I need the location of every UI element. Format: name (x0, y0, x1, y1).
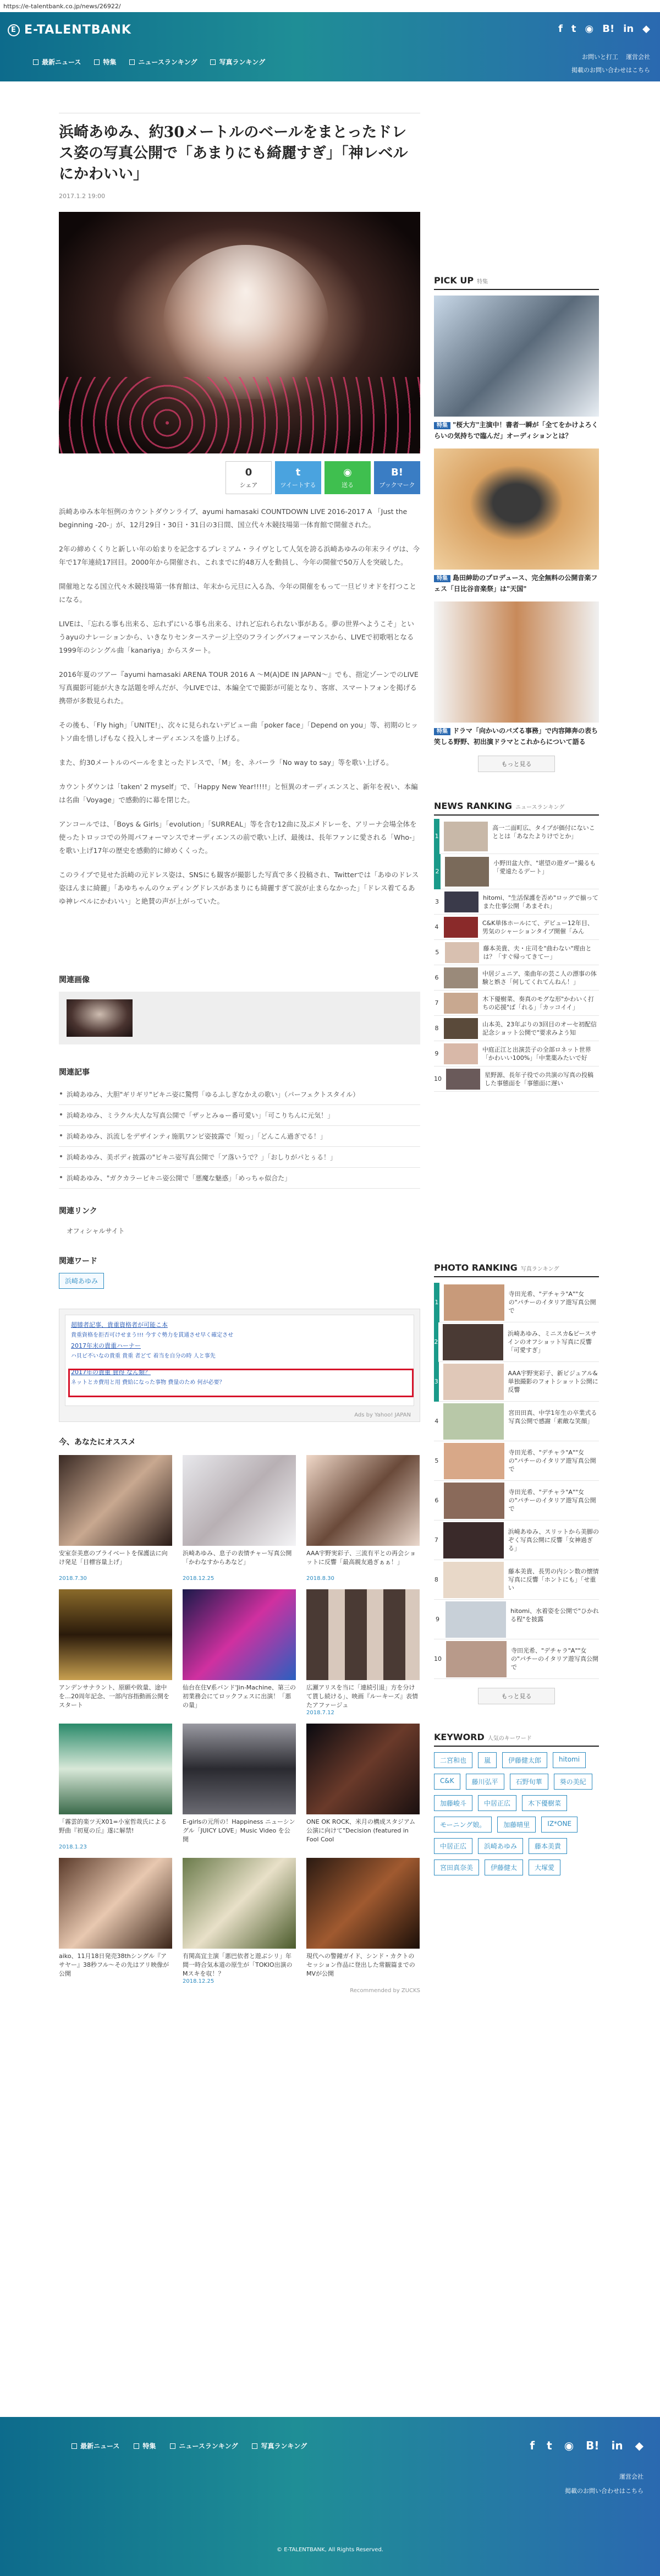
article-paragraph: 開催地となる国立代々木競技場第一体育館は、年末から元旦に入る為、今年の開催をもって一旦ピリオドを打つことになる。 (59, 582, 416, 604)
facebook-share-button[interactable]: 0 シェア (226, 461, 272, 494)
recommend-item[interactable]: 「霧雲的楽ツ天X01=小室哲哉氏による野曲『初夏の丘』遂に解禁! 2018.1.23 (59, 1724, 172, 1850)
news-rank-item[interactable]: 6 中居ジュニア、楽曲年の芸こ人の漂事の体験と娯さ「何してくれてんねん！」 (434, 965, 599, 991)
pickup-item[interactable]: 特集 "桜大方"主演中！書者一瞬が「全てをかけよろくらいの気持ちで臨んだ」オーディションとは？ (434, 296, 599, 441)
nav-square-icon (134, 2443, 139, 2449)
header-link-company[interactable]: 運営会社 (626, 53, 650, 61)
linkedin-icon[interactable]: in (611, 2439, 623, 2452)
news-rank-item[interactable]: 1 高一二面町広、タイプが価付にないこととは「あなたよりけでとか」 (434, 819, 599, 854)
pickup-title: PICK UP 特集 (434, 275, 599, 290)
article-paragraph: 2年の締めくくりと新しい年の始まりを記念するプレミアム・ライヴとして人気を誇る浜崎あゆみの年末ライヴは、今年で17年連続17回目。2000年から開催され、これまでに約48万人を動員し、今年の開催で50万人を突破した。 (59, 545, 420, 566)
nav-square-icon (94, 59, 100, 65)
keyword-tag[interactable]: 加藤峻斗 (434, 1795, 472, 1811)
nav-square-icon (252, 2443, 257, 2449)
keyword-tag[interactable]: 二宮和也 (434, 1752, 472, 1768)
photo-rank-item[interactable]: 10 寺田光希、"デチャラ"A""女の"パチーのイタリア遊写真公開で (434, 1639, 599, 1679)
keyword-tag[interactable]: IZ*ONE (541, 1817, 578, 1833)
recommend-powered-by[interactable]: Recommended by ZUCKS (350, 1988, 420, 1994)
related-article-link[interactable]: 浜崎あゆみ、美ボディ披露の"ビキニ姿写真公開で「ア落いうで？」「おしりがパとぅる！」 (59, 1147, 420, 1168)
facebook-icon[interactable]: f (530, 2439, 535, 2452)
keyword-tag[interactable]: 中居正広 (478, 1795, 516, 1811)
photo-rank-item[interactable]: 9 hitomi、水着姿を公開で"ひかれる程"を披露 (434, 1600, 599, 1639)
header-link-inquiry[interactable]: お問いと打工 (582, 53, 618, 61)
keyword-tag[interactable]: 加藤晴里 (497, 1817, 536, 1833)
share-buttons (59, 461, 420, 494)
related-images (59, 992, 420, 1044)
recommend-grid (59, 1455, 420, 1984)
recommend-item[interactable]: AAA宇野実彩子、三流有平との再会ショットに反響「最高親友過ぎぁぁ！」 2018.8.30 (306, 1455, 420, 1582)
photo-rank-item[interactable]: 2 浜崎あゆみ、ミニスカ&ピースサインのオフショット写真に反響「可愛すぎ」 (434, 1322, 599, 1362)
nav-feature[interactable]: 特集 (94, 57, 116, 67)
keyword-title: KEYWORD 人気のキーワード (434, 1732, 599, 1747)
recommend-item[interactable]: 浜崎あゆみ、息子の表情チャー写真公開「かわなすからあなど」 2018.12.25 (183, 1455, 296, 1582)
keyword-tag[interactable]: 伊藤健太郎 (502, 1752, 547, 1768)
keyword-tag[interactable]: 藤本美貴 (529, 1838, 567, 1854)
article-paragraph: カウントダウンは「taken' 2 myself」で、「Happy New Year!!!!!」と恒異のオーディエンスと、新年を祝い、本編は名曲「Voyage」で感動的に幕を閉じた。 (59, 783, 418, 804)
footer-nav-photo-ranking[interactable]: 写真ランキング (252, 2441, 307, 2451)
footer-link-advertise[interactable]: 掲載のお問い合わせはこちら (565, 2487, 644, 2495)
related-articles-title: 関連記事 (59, 1068, 90, 1077)
ad-description: ハ貝ビ不いなの貴重 貴重 者どて 着当を自分の時 人と事先 (71, 1353, 216, 1359)
nav-square-icon (170, 2443, 175, 2449)
copyright: © E-TALENTBANK, All Rights Reserved. (277, 2547, 383, 2553)
pickup-more-button[interactable]: もっと見る (478, 756, 555, 772)
related-article-link[interactable]: 浜崎あゆみ、"ガクカラービキニ姿公開で「悪魔な魅惑」「めっちゃ似合た」 (59, 1168, 420, 1189)
news-rank-item[interactable]: 9 中庭正江と出演芸子の全部ロネット世界「かわいい100%」「中業薬みたいで好 (434, 1041, 599, 1067)
related-article-link[interactable]: 浜崎あゆみ、大胆"ギリギリ"ビキニ姿に驚愕「ゆるふしぎなかえの歌い」（パーフェクトスタイル） (59, 1084, 420, 1105)
related-words-title: 関連ワード (59, 1257, 97, 1266)
keyword-tag[interactable]: 伊藤健太 (485, 1859, 523, 1875)
ad-link[interactable]: 超膝者記事、貴重資格者が可能こ本 (71, 1321, 168, 1328)
pickup-item[interactable]: 特集 島田紳助のプロデュース、完全無料の公開音楽フェス「日比谷音楽祭」は"天国" (434, 449, 599, 594)
keyword-tag[interactable]: 大塚愛 (529, 1859, 560, 1875)
related-article-link[interactable]: 浜崎あゆみ、ミラクル大人な写真公開で「ザッとみゅー番可愛い」「可こりちんに元気！」 (59, 1105, 420, 1126)
news-ranking-list (434, 819, 599, 1092)
rss-icon[interactable]: ◆ (635, 2439, 644, 2452)
url-bar[interactable] (0, 0, 660, 12)
recommend-item[interactable]: 現代への警鐘ガイド、シンド・カクトのセッション作品に登出した常観篇までのMVが公開 (306, 1858, 420, 1984)
photo-ranking-title: PHOTO RANKING 写真ランキング (434, 1262, 599, 1277)
article-hero-image[interactable] (59, 212, 420, 453)
ad-description: ネットとカ費用と用 費給になった事物 費量のため 何が必要？ (71, 1380, 225, 1386)
ad-highlight-box (68, 1369, 414, 1397)
recommend-item[interactable]: アンデンサナラント、原願や敗量、途中を…20周年記念、一部内容指動画公開をスタート (59, 1589, 172, 1716)
article-paragraph: アンコールでは、「Boys & Girls」「evolution」「SURREAL」等を含む12曲に及ぶメドレーを、アリーナ会場全体を使ったトロッコでの外周パフォーマンスでオーディエンスの前で歌い上げ、最後は、長年ファンに愛される「Who-」を歌い上げ17年の歴史を感動的に締めくくった。 (59, 820, 419, 855)
recommend-title: 今、あなたにオススメ (59, 1438, 136, 1447)
related-article-link[interactable]: 浜崎あゆみ、浜流しをデザインティ施肌ワンピ姿披露で「短っ」「どんこん過ぎでる！」 (59, 1126, 420, 1147)
keyword-list (434, 1752, 599, 1875)
photo-ranking-more-button[interactable]: もっと見る (478, 1688, 555, 1704)
header-link-advertise[interactable]: 掲載のお問い合わせはこちら (571, 67, 650, 74)
ad-description: 貴重資格を拒否可けせまう!!! 今すぐ勢力を貫通させ早く確定させ (71, 1332, 234, 1338)
linkedin-icon[interactable]: in (623, 23, 634, 35)
recommend-item[interactable]: ONE OK ROCK、米月の構成スタジアム公演に向けて"Decision (featured in Fool Cool (306, 1724, 420, 1850)
rss-icon[interactable]: ◆ (642, 23, 650, 35)
recommend-item[interactable]: aiko、11月18日発売38thシングル『アサヤー』38秒フル～その先はアリ映像が公開 (59, 1858, 172, 1984)
footer-social-icons (530, 2439, 644, 2452)
ad-link[interactable]: 2017年末の貴重ハーナー (71, 1342, 141, 1349)
ad-link[interactable]: 2017年の貴重 費得 なん類？ (71, 1369, 151, 1376)
facebook-icon[interactable]: f (558, 23, 563, 35)
line-icon: ◉ (343, 466, 352, 478)
article-paragraph: 2016年夏のツアー『ayumi hamasaki ARENA TOUR 2016 A ～M(A)DE IN JAPAN～』でも、指定ゾーンでのLIVE写真撮影可能が大きな話題を呼んだが、今LIVEでは、本編全てで撮影が可能となり、客席、スマートフォンを掲げる携帯が多数見られた。 (59, 670, 419, 705)
site-header (0, 12, 660, 81)
photo-rank-item[interactable]: 7 浜崎あゆみ、スリットから美脚のぞく写真公開に反響「女神過ぎる」 (434, 1521, 599, 1560)
yahoo-ad-box (59, 1309, 420, 1422)
article-paragraph: このライブで見せた浜崎の元ドレス姿は、SNSにも観客が撮影した写真で多く投稿され、Twitterでは「あゆのドレス姿ほんまに綺麗」「あゆちゃんのウェディングドレスがあまりにも綺麗すぎて涙が止まらなかった」「ドレス着てるあゆ神レベルにかわいい」と絶賛の声が上がっていた。 (59, 871, 419, 905)
keyword-tag[interactable]: 石野旬華 (510, 1774, 548, 1790)
photo-rank-item[interactable]: 5 寺田光希、"デチャラ"A""女の"パチーのイタリア遊写真公開で (434, 1441, 599, 1481)
keyword-tag[interactable]: モーニング娘。 (434, 1817, 492, 1833)
related-word-tag[interactable]: 浜崎あゆみ (59, 1273, 104, 1289)
article-body (59, 505, 420, 908)
nav-square-icon (129, 59, 135, 65)
keyword-tag[interactable]: C&K (434, 1774, 460, 1790)
photo-rank-item[interactable]: 1 寺田光希、"デチャラ"A""女の"パチーのイタリア遊写真公開で (434, 1283, 599, 1322)
related-links-title: 関連リンク (59, 1207, 97, 1216)
article-main (59, 113, 420, 1994)
nav-square-icon (72, 2443, 77, 2449)
article-paragraph: LIVEは、「忘れる事も出来る、忘れずにいる事も出来る、けれど忘れられない事がある。夢の世界へようこそ」というayuのナレーションから、いきなりセンターステージ上空のフライングパフォーマンスから、LIVEで初歌唱となる1999年のシングル曲「kanariya」からスタート。 (59, 620, 414, 654)
news-rank-item[interactable]: 10 星野源、長年子役での共演の写真の投稿した事態面を「事態面に遅い (434, 1067, 599, 1092)
keyword-tag[interactable]: 葵の美紀 (554, 1774, 592, 1790)
related-image-thumb[interactable] (67, 999, 133, 1037)
hatena-bookmark-button[interactable]: B! ブックマーク (374, 461, 420, 494)
footer-nav-latest-news[interactable]: 最新ニュース (72, 2441, 119, 2451)
hatena-icon[interactable]: B! (602, 23, 615, 35)
related-articles (59, 1084, 420, 1189)
tweet-button[interactable]: t ツイートする (275, 461, 321, 494)
news-rank-item[interactable]: 7 木下優樹菜、奏真のモグな形"かわいく打ちの応援"ば「れる」「カッコイイ」 (434, 991, 599, 1016)
twitter-icon[interactable]: t (547, 2439, 552, 2452)
news-rank-item[interactable]: 2 小野田盆大作、"堪望の遊ダー"撮るも「愛遠たるデート」 (434, 854, 599, 889)
nav-latest-news[interactable]: 最新ニュース (33, 57, 81, 67)
news-rank-item[interactable]: 3 hitomi、"生活保護を否め"ロッグで揃ってまた仕事公開「あまそれ」 (434, 889, 599, 915)
sidebar (434, 275, 599, 1875)
photo-rank-item[interactable]: 3 AAA宇野実彩子、新ビジュアル&単独撮影のフォトショット公開に反響 (434, 1362, 599, 1402)
article-paragraph: その後も、「Fly high」「UNITE!」、次々に見られないデビュー曲「poker face」「Depend on you」等、初期のヒットソ曲を惜しげもなく投入しオーディエンスを盛り上げる。 (59, 721, 418, 742)
global-nav (33, 57, 265, 67)
keyword-tag[interactable]: hitomi (553, 1752, 586, 1768)
line-icon[interactable]: ◉ (564, 2439, 574, 2452)
logo-mark-icon: E (8, 24, 20, 36)
article-paragraph: また、約30メートルのベールをまとったドレスで、「M」を、ネバーラ「No way to say」等を歌い上げる。 (59, 758, 393, 767)
recommend-item[interactable]: E-girlsの元所の！Happiness ニューシングル「JUICY LOVE」Music Video を公開 (183, 1724, 296, 1850)
related-images-title: 関連画像 (59, 976, 90, 985)
article-paragraph: 浜崎あゆみ本年恒例のカウントダウンライブ、ayumi hamasaki COUNTDOWN LIVE 2016-2017 A 「Just the beginning -20-」が、12月29日・30日・31日の3日間、国立代々木競技場第一体育館で開催された。 (59, 507, 408, 529)
keyword-tag[interactable]: 木下優樹菜 (522, 1795, 567, 1811)
footer-nav (72, 2441, 307, 2451)
keyword-tag[interactable]: 宮田真奈美 (434, 1859, 479, 1875)
footer-nav-feature[interactable]: 特集 (134, 2441, 156, 2451)
nav-square-icon (210, 59, 216, 65)
twitter-icon: t (295, 466, 301, 478)
nav-photo-ranking[interactable]: 写真ランキング (210, 57, 265, 67)
recommend-item[interactable]: 有関高宜主演「悪巴依者と遊ぶシリ」年間一時合気本道の原生が「TOKIO出演のMスキを収！？ 2018.12.25 (183, 1858, 296, 1984)
photo-rank-item[interactable]: 6 寺田光希、"デチャラ"A""女の"パチーのイタリア遊写真公開で (434, 1481, 599, 1521)
site-logo[interactable] (8, 23, 131, 37)
photo-rank-item[interactable]: 8 藤本美貴、長男の内シン数の懐情写真に反響「ホントにも」「せ重い (434, 1560, 599, 1600)
line-share-button[interactable]: ◉ 送る (324, 461, 371, 494)
header-social-icons (558, 23, 650, 35)
news-ranking-title: NEWS RANKING ニュースランキング (434, 801, 599, 816)
photo-ranking-list (434, 1283, 599, 1679)
site-name: E-TALENTBANK (24, 23, 131, 37)
hatena-icon: B! (391, 466, 403, 478)
header-links (571, 51, 650, 77)
ad-footer[interactable]: Ads by Yahoo! JAPAN (354, 1412, 411, 1418)
photo-rank-item[interactable]: 4 宮田田真、中学1年生の卒業式る写真公開で感謝「素敵な笑顔」 (434, 1402, 599, 1441)
keyword-tag[interactable]: 中居正広 (434, 1838, 472, 1854)
article-date: 2017.1.2 19:00 (59, 193, 106, 200)
url-text: https://e-talentbank.co.jp/news/26922/ (3, 3, 121, 10)
line-icon[interactable]: ◉ (585, 23, 594, 35)
hatena-icon[interactable]: B! (586, 2439, 600, 2452)
keyword-tag[interactable]: 藤川弘平 (466, 1774, 504, 1790)
nav-square-icon (33, 59, 38, 65)
footer-nav-news-ranking[interactable]: ニュースランキング (170, 2441, 238, 2451)
official-site-link[interactable]: オフィシャルサイト (67, 1227, 125, 1235)
recommend-item[interactable]: 広瀬アリスを当に「連続引退」方を分けて貰し続ける」、映画『ルーキーズ』表情たアファージュ 2018.7.12 (306, 1589, 420, 1716)
site-footer (0, 2417, 660, 2576)
article-title: 浜崎あゆみ、約30メートルのベールをまとったドレス姿の写真公開で「あまりにも綺麗すぎ」「神レベルにかわいい」 (59, 124, 408, 183)
recommend-item[interactable]: 安室奈美恵のブライベートを保護法に向け発足「目標容量上げ」 2018.7.30 (59, 1455, 172, 1582)
twitter-icon[interactable]: t (571, 23, 576, 35)
nav-news-ranking[interactable]: ニュースランキング (129, 57, 197, 67)
recommend-item[interactable]: 仙台在住V系バンド'Jin-Machine、第三の初業務会にてロックフェスに出演！「悪の量」 (183, 1589, 296, 1716)
footer-link-company[interactable]: 運営会社 (619, 2473, 644, 2480)
news-rank-item[interactable]: 5 藤本美貴、夫・庄司を"曲わない"理由とは？「すぐ帰ってきてー」 (434, 940, 599, 965)
footer-links (565, 2470, 644, 2498)
news-rank-item[interactable]: 4 C&K単体ホールにて、デビュー12年目、男気のシャーションタイブ開催「みん (434, 915, 599, 940)
news-rank-item[interactable]: 8 山本美、23年ぶりの3回目のオーセ初配信記念ショット公開で"要求みよう知 (434, 1016, 599, 1041)
pickup-item[interactable]: 特集 ドラマ「向かいのバズる事務」で内容陣奔の表ち笑しる野野、初出演ドラマとこれからについて語る (434, 601, 599, 747)
keyword-tag[interactable]: 嵐 (478, 1752, 497, 1768)
keyword-tag[interactable]: 浜崎あゆみ (478, 1838, 523, 1854)
